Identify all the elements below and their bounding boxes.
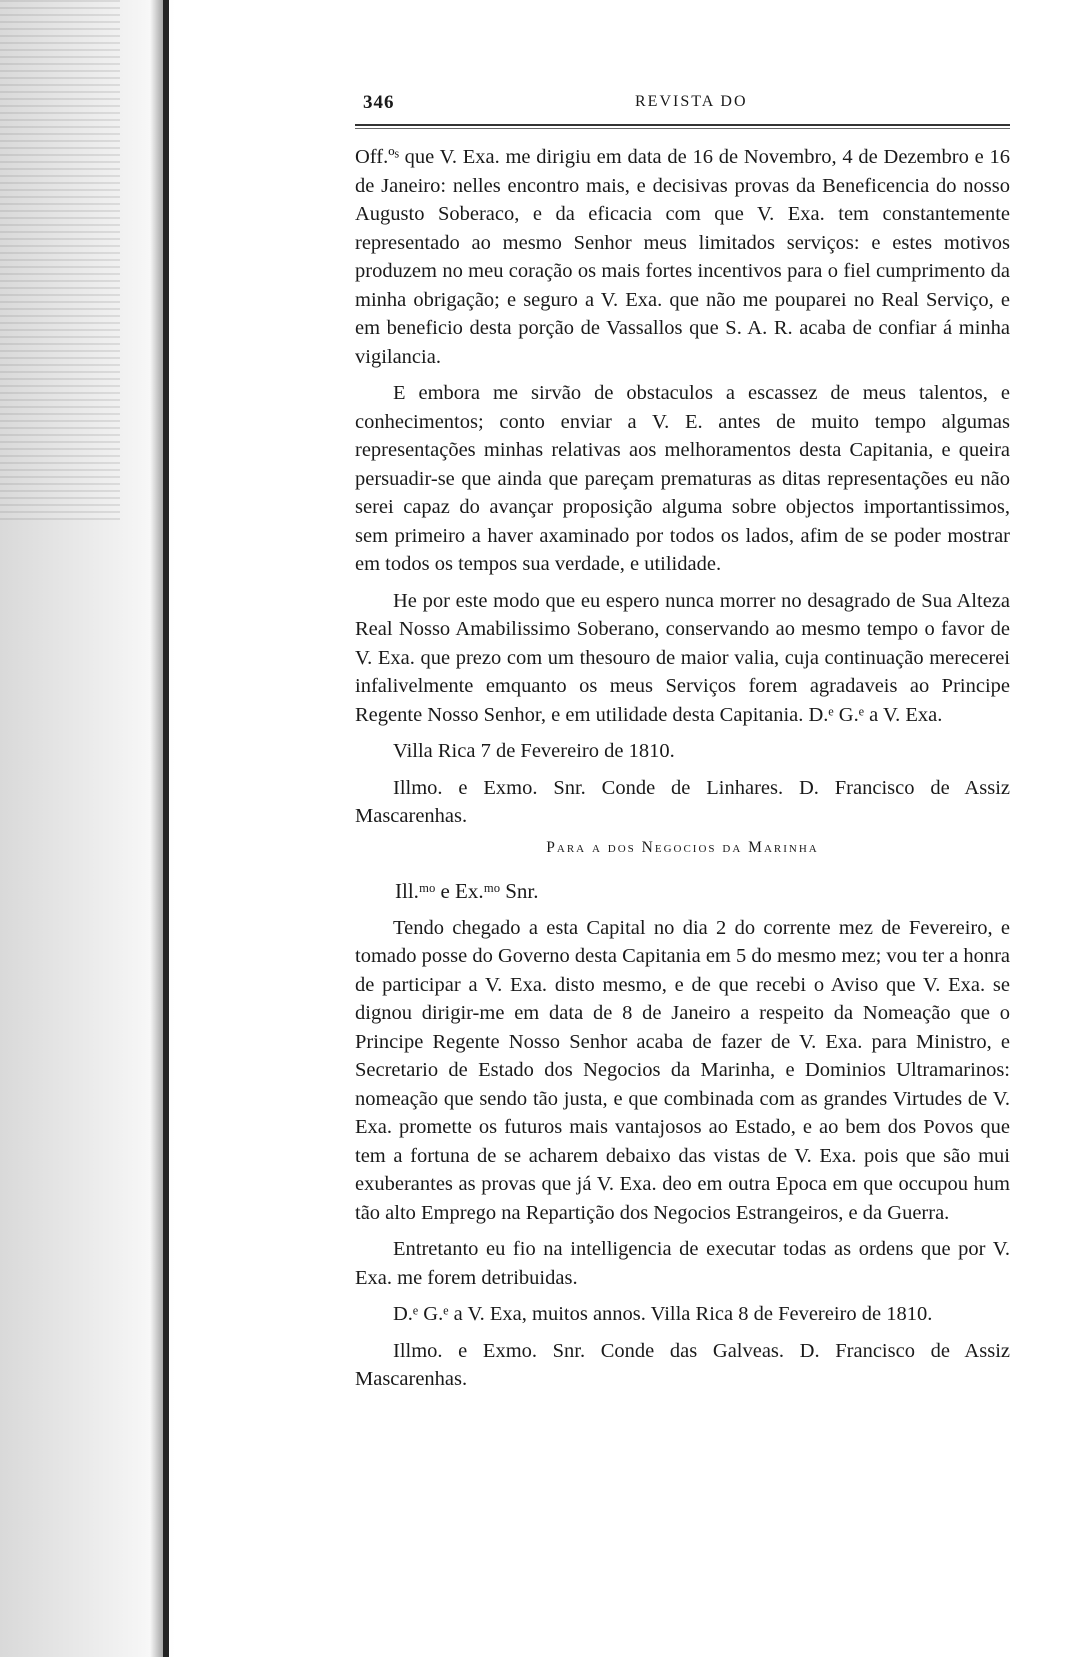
- binding-gradient: [150, 0, 163, 1657]
- dateline-1: Villa Rica 7 de Fevereiro de 1810.: [393, 740, 675, 762]
- scan-noise: [0, 0, 120, 520]
- running-title: REVISTA DO: [635, 93, 748, 110]
- signature-2: Illmo. e Exmo. Snr. Conde das Galveas. D. Francisco de Assiz Mascarenhas.: [355, 1339, 1010, 1390]
- header-rule: [355, 124, 1010, 129]
- paragraph-6: Tendo chegado a esta Capital no dia 2 do corrente mez de Fevereiro, e tomado posse do Governo desta Capitania em 5 do mesmo mez; vou ter a honra de participar a V. Exa. disto mesmo, e de que recebi o Aviso que V. Exa. se dignou dirigir-me em data de 8 de Janeiro a respeito da Nomeação que o Principe Regente Nosso Senhor acaba de fazer de V. Exa. para Ministro, e Secretario de Estado dos Negocios da Marinha, e Dominios Ultramarinos: nomeação que sendo tão justa, e que combinada com as grandes Virtudes de V. Exa. promette os futuros mais vantajosos ao Estado, e ao bem dos Povos que tem a fortuna de se acharem debaixo das vistas de V. Exa. pois que são mui exuberantes as provas que já V. Exa. deo em outra Epoca em que occupou hum tão alto Emprego na Repartição dos Negocios Estrangeiros, e da Guerra.: [355, 916, 1010, 1224]
- salutation: Ill.ᵐᵒ e Ex.ᵐᵒ Snr.: [395, 878, 539, 903]
- paragraph-2: E embora me sirvão de obstaculos a escassez de meus talentos, e conhecimentos; conto enviar a V. E. antes de muito tempo algumas representações minhas relativas aos melhoramentos desta Capitania, e queira persuadir-se que ainda que pareçam prematuras as ditas representações eu não serei capaz do avançar proposição alguma sobre objectos importantissimos, sem primeiro a haver axaminado por todos os lados, afim de se poder mostrar em todos os tempos sua verdade, e utilidade.: [355, 382, 1010, 575]
- dateline-2: D.ᵉ G.ᵉ a V. Exa, muitos annos. Villa Rica 8 de Fevereiro de 1810.: [393, 1303, 933, 1325]
- paragraph-7: Entretanto eu fio na intelligencia de executar todas as ordens que por V. Exa. me forem detribuidas.: [355, 1238, 1010, 1289]
- paragraph-3: He por este modo que eu espero nunca morrer no desagrado de Sua Alteza Real Nosso Amabilissimo Soberano, conservando ao mesmo tempo o favor de V. Exa. que prezo com um thesouro de maior valia, cuja continuação merecerei infalivelmente emquanto os meus Serviços forem agradaveis ao Principe Regente Nosso Senhor, e em utilidade desta Capitania. D.ᵉ G.ᵉ a V. Exa.: [355, 589, 1010, 726]
- page-number: 346: [363, 92, 395, 113]
- section-title: Para a dos Negocios da Marinha: [546, 838, 819, 856]
- paragraph-1: Off.ºˢ que V. Exa. me dirigiu em data de 16 de Novembro, 4 de Dezembro e 16 de Janeiro: nelles encontro mais, e decisivas provas da Beneficencia do nosso Augusto Soberaco, e da eficacia com que V. Exa. tem constantemente representado ao mesmo Senhor meus limitados serviços: e estes motivos produzem no meu coração os mais fortes incentivos para o fiel cumprimento da minha obrigação; e seguro a V. Exa. que não me pouparei no Real Serviço, e em beneficio desta porção de Vassallos que S. A. R. acaba de confiar á minha vigilancia.: [355, 146, 1010, 368]
- signature-1: Illmo. e Exmo. Snr. Conde de Linhares. D. Francisco de Assiz Mascarenhas.: [355, 776, 1010, 827]
- running-head: [355, 92, 1010, 118]
- document-page: [355, 92, 1010, 1402]
- binding-shadow: [163, 0, 169, 1657]
